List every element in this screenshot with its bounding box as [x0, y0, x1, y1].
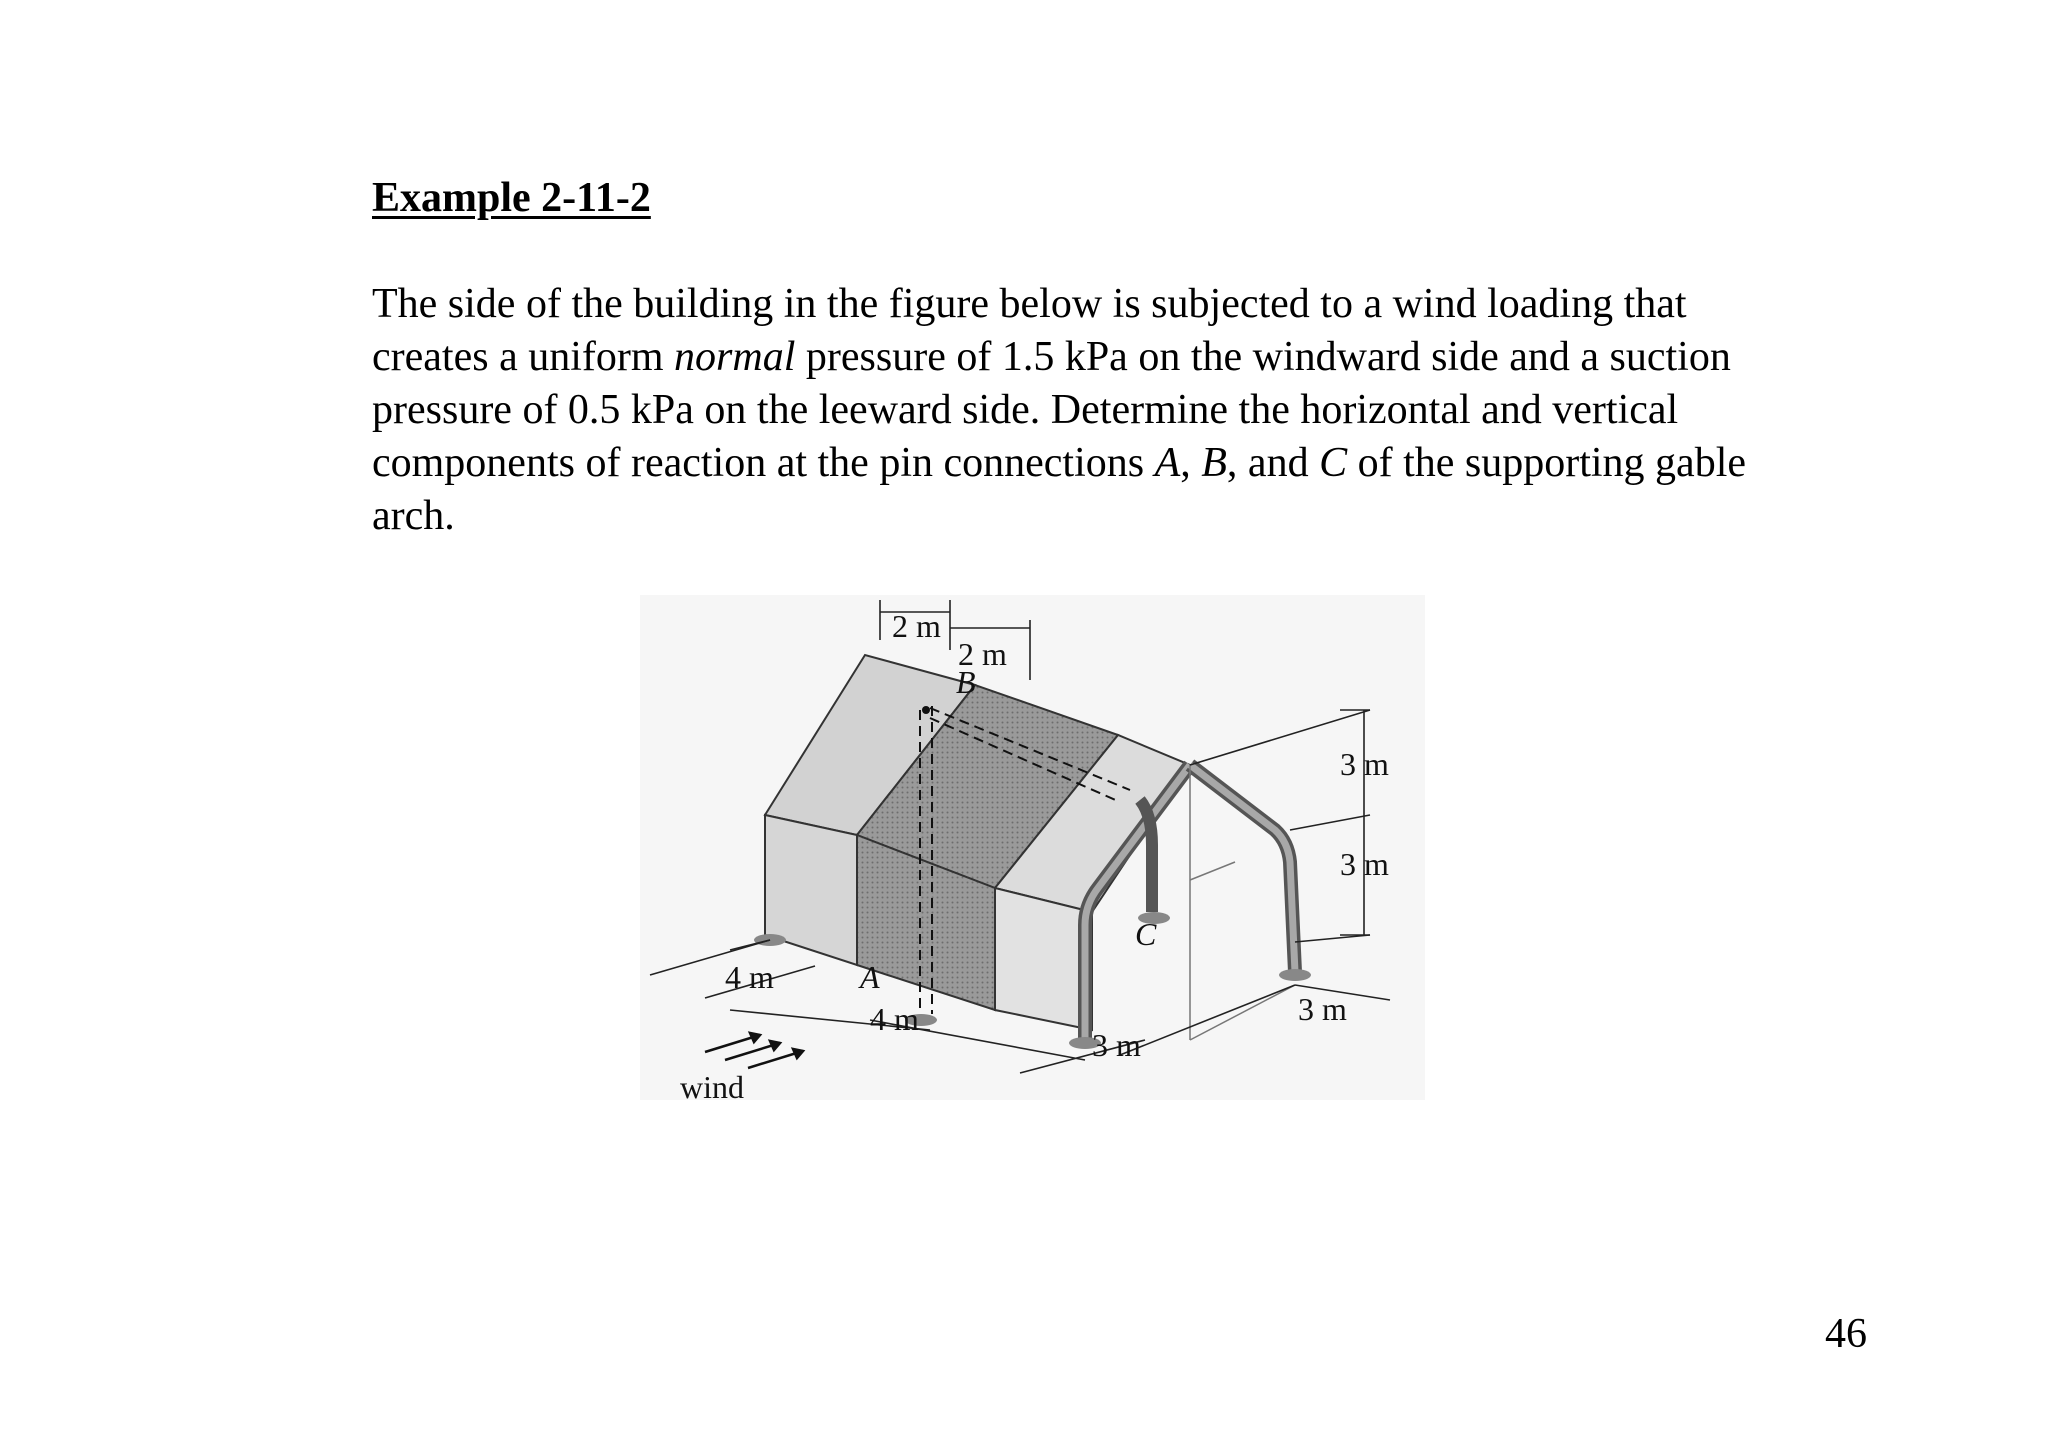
- wall-panel-right: [995, 888, 1092, 1030]
- dim-top-left-label: 2 m: [892, 608, 941, 644]
- wind-label: wind: [680, 1069, 744, 1105]
- statement-line: pressure of 0.5 kPa on the leeward side. Determine the horizontal and vertical: [372, 387, 1679, 433]
- statement-line: arch.: [372, 493, 455, 539]
- dim-height-lower-label: 3 m: [1340, 846, 1389, 882]
- gable-arch-figure: [630, 590, 1440, 1110]
- text-run: components of reaction at the pin connections: [372, 440, 1155, 486]
- emphasis-normal: normal: [674, 334, 796, 380]
- text-run: , and: [1226, 440, 1320, 486]
- problem-statement: [372, 278, 1892, 543]
- dim-left-outer-label: 4 m: [725, 959, 774, 995]
- dim-bottom-1-label: 3 m: [1092, 1027, 1141, 1063]
- statement-line: [372, 331, 1892, 384]
- text-run: pressure of 1.5 kPa on the windward side and a suction: [795, 334, 1731, 380]
- pin-b-marker: [922, 706, 930, 714]
- text-run: of the supporting gable: [1347, 440, 1747, 486]
- dim-height-upper-label: 3 m: [1340, 746, 1389, 782]
- statement-line: The side of the building in the figure below is subjected to a wind loading that: [372, 281, 1687, 327]
- statement-line: [372, 437, 1892, 490]
- pin-a-label: A: [860, 959, 880, 995]
- support-base: [1279, 969, 1311, 981]
- pin-a-ref: A: [1154, 440, 1181, 486]
- text-run: ,: [1180, 440, 1202, 486]
- page-number: 46: [1825, 1311, 1867, 1357]
- dim-bottom-2-label: 3 m: [1298, 991, 1347, 1027]
- dim-left-inner-label: 4 m: [870, 1001, 919, 1037]
- example-title: Example 2-11-2: [372, 175, 651, 221]
- pin-c-ref: C: [1319, 440, 1348, 486]
- pin-b-ref: B: [1201, 440, 1227, 486]
- pin-c-label: C: [1135, 916, 1157, 952]
- pin-b-label: B: [956, 664, 976, 700]
- building-diagram: [630, 590, 1440, 1110]
- dim-top-right-label: 2 m: [958, 636, 1007, 672]
- text-run: creates a uniform: [372, 334, 675, 380]
